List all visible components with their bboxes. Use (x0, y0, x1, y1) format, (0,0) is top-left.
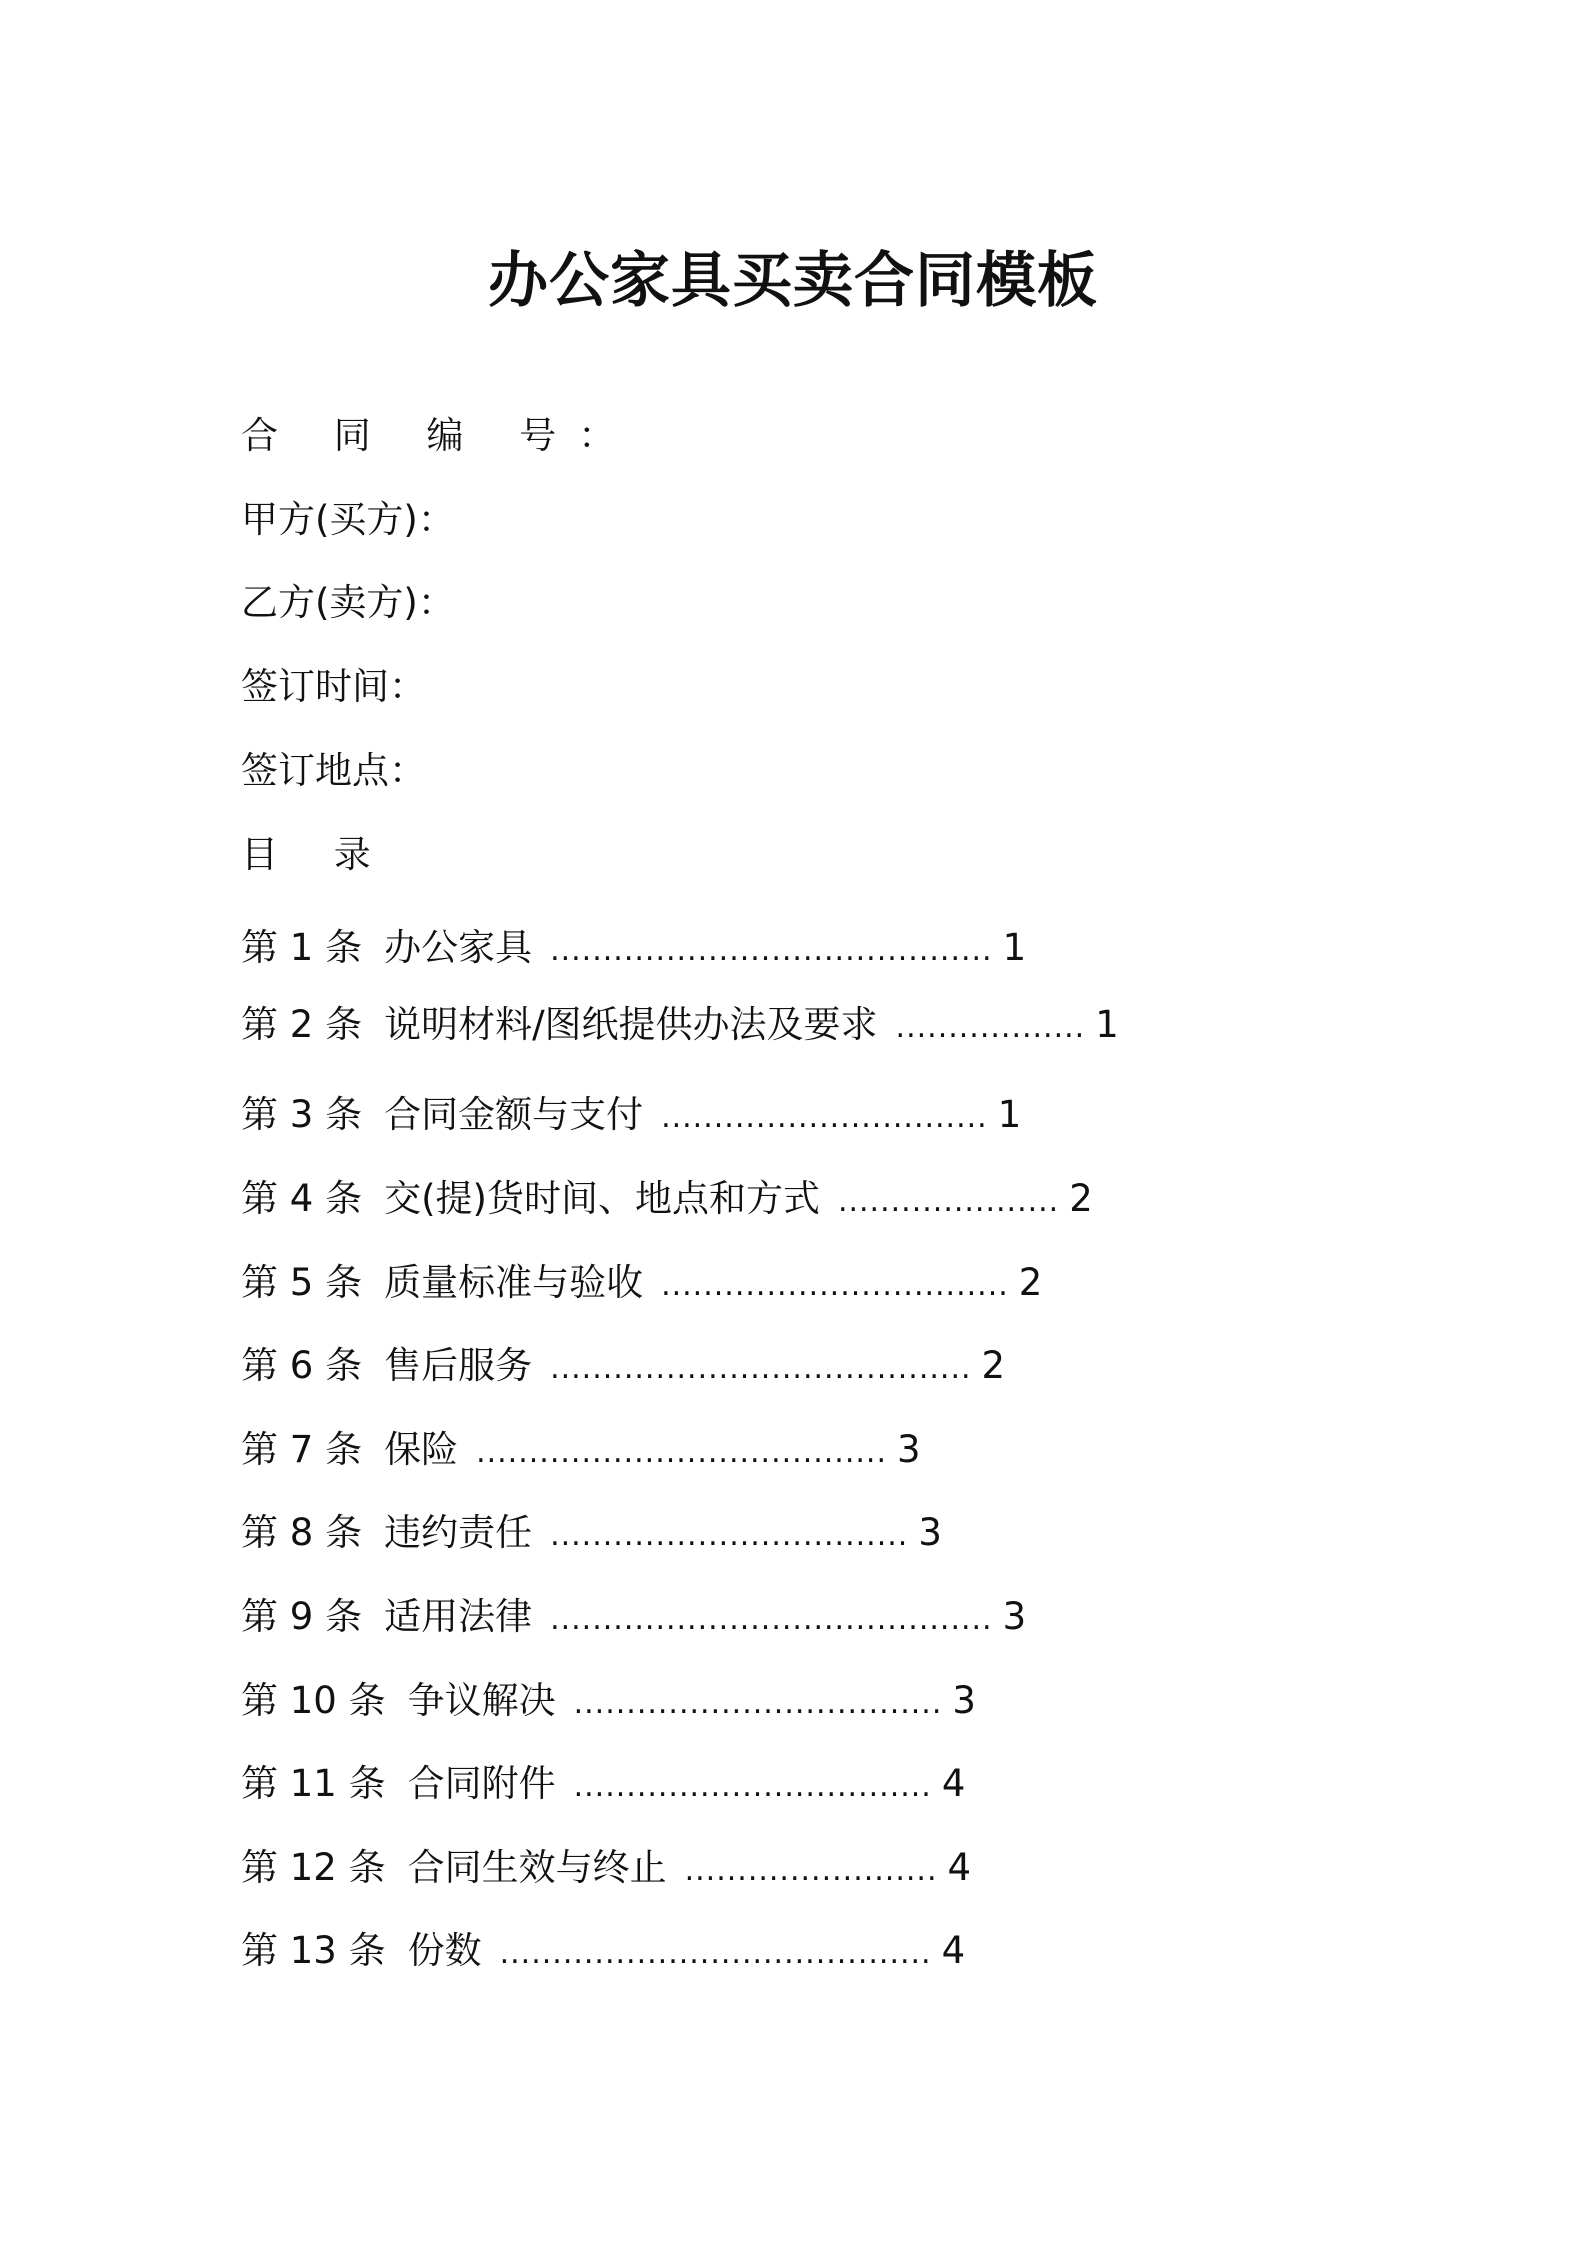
signing-place-label: 签订地点： (241, 749, 426, 792)
toc-entry-title: 争议解决 (407, 1679, 556, 1722)
toc-entry-number: 第 2 条 (241, 1003, 363, 1046)
toc-entry-leader: ........................................ (550, 1351, 972, 1386)
toc-entry[interactable] (241, 1092, 1021, 1141)
toc-entry-number: 第 11 条 (241, 1762, 386, 1805)
toc-entry-leader: .......................................... (550, 933, 993, 968)
toc-entry[interactable] (241, 1761, 965, 1810)
toc-entry-page: 3 (897, 1428, 921, 1471)
contract-number-label: 合 同 编 号： (241, 414, 638, 457)
toc-entry-title: 份数 (407, 1929, 482, 1972)
toc-entry-leader: ................................... (573, 1686, 943, 1721)
toc-entry-page: 2 (981, 1344, 1006, 1387)
signing-place-field (241, 748, 426, 794)
toc-entry-page: 2 (1069, 1177, 1093, 1220)
toc-entry-number: 第 7 条 (241, 1428, 363, 1471)
toc-entry-page: 1 (997, 1093, 1022, 1136)
toc-entry-leader: ................................. (661, 1268, 1009, 1303)
toc-entry-page: 3 (918, 1511, 942, 1554)
toc-entry[interactable] (241, 1845, 971, 1894)
toc-entry-number: 第 5 条 (241, 1261, 363, 1304)
toc-entry-leader: .................................. (573, 1769, 932, 1804)
contract-number-field (241, 413, 637, 459)
toc-entry[interactable] (241, 1678, 976, 1727)
toc-entry-title: 合同生效与终止 (407, 1846, 667, 1889)
toc-entry-page: 3 (1002, 1595, 1027, 1638)
toc-entry-number: 第 9 条 (241, 1595, 363, 1638)
signing-time-field (241, 664, 426, 710)
toc-entry-page: 1 (1002, 926, 1027, 969)
party-a-label: 甲方(买方)： (241, 498, 455, 541)
toc-entry-leader: ......................................... (499, 1936, 932, 1971)
toc-entry-title: 质量标准与验收 (384, 1261, 644, 1304)
toc-entry-number: 第 8 条 (241, 1511, 363, 1554)
toc-entry-number: 第 6 条 (241, 1344, 363, 1387)
toc-entry-page: 4 (947, 1846, 972, 1889)
toc-entry-leader: .................. (895, 1010, 1086, 1045)
toc-entry-leader: .................................. (550, 1518, 909, 1553)
toc-entry-title: 保险 (384, 1428, 459, 1471)
toc-entry[interactable] (241, 925, 1026, 974)
toc-entry-leader: ........................ (684, 1853, 938, 1888)
toc-entry-page: 4 (941, 1762, 966, 1805)
toc-entry-number: 第 10 条 (241, 1679, 386, 1722)
toc-entry[interactable] (241, 1510, 942, 1559)
toc-entry[interactable] (241, 1176, 1093, 1225)
toc-entry-title: 说明材料/图纸提供办法及要求 (384, 1003, 878, 1046)
toc-entry-title: 适用法律 (384, 1595, 533, 1638)
toc-entry-title: 合同附件 (407, 1762, 556, 1805)
toc-entry-page: 2 (1018, 1261, 1043, 1304)
party-b-field (241, 580, 455, 626)
toc-entry[interactable] (241, 1928, 965, 1977)
toc-entry-title: 办公家具 (384, 926, 533, 969)
toc-entry-page: 4 (941, 1929, 966, 1972)
toc-entry-title: 售后服务 (384, 1344, 533, 1387)
toc-entry-title: 合同金额与支付 (384, 1093, 644, 1136)
toc-entry-leader: .......................................... (550, 1602, 993, 1637)
toc-entry-title: 违约责任 (384, 1511, 533, 1554)
toc-entry[interactable] (241, 1002, 1119, 1051)
toc-entry[interactable] (241, 1260, 1042, 1309)
toc-entry-number: 第 4 条 (241, 1177, 363, 1220)
signing-time-label: 签订时间： (241, 665, 426, 708)
page-title: 办公家具买卖合同模板 (488, 246, 1098, 317)
toc-entry-page: 1 (1095, 1003, 1119, 1046)
toc-entry[interactable] (241, 1427, 921, 1476)
toc-entry-leader: ..................... (837, 1184, 1060, 1219)
toc-entry-number: 第 1 条 (241, 926, 363, 969)
toc-entry-number: 第 12 条 (241, 1846, 386, 1889)
toc-entry-leader: ....................................... (476, 1435, 887, 1470)
toc-entry-number: 第 3 条 (241, 1093, 363, 1136)
toc-entry-title: 交(提)货时间、地点和方式 (384, 1177, 820, 1220)
toc-entry-number: 第 13 条 (241, 1929, 386, 1972)
toc-entry-leader: ............................... (661, 1100, 988, 1135)
party-a-field (241, 497, 455, 543)
toc-heading: 目 录 (241, 833, 393, 876)
toc-entry-page: 3 (952, 1679, 976, 1722)
toc-entry[interactable] (241, 1594, 1026, 1643)
party-b-label: 乙方(卖方)： (241, 581, 455, 624)
toc-entry[interactable] (241, 1343, 1005, 1392)
